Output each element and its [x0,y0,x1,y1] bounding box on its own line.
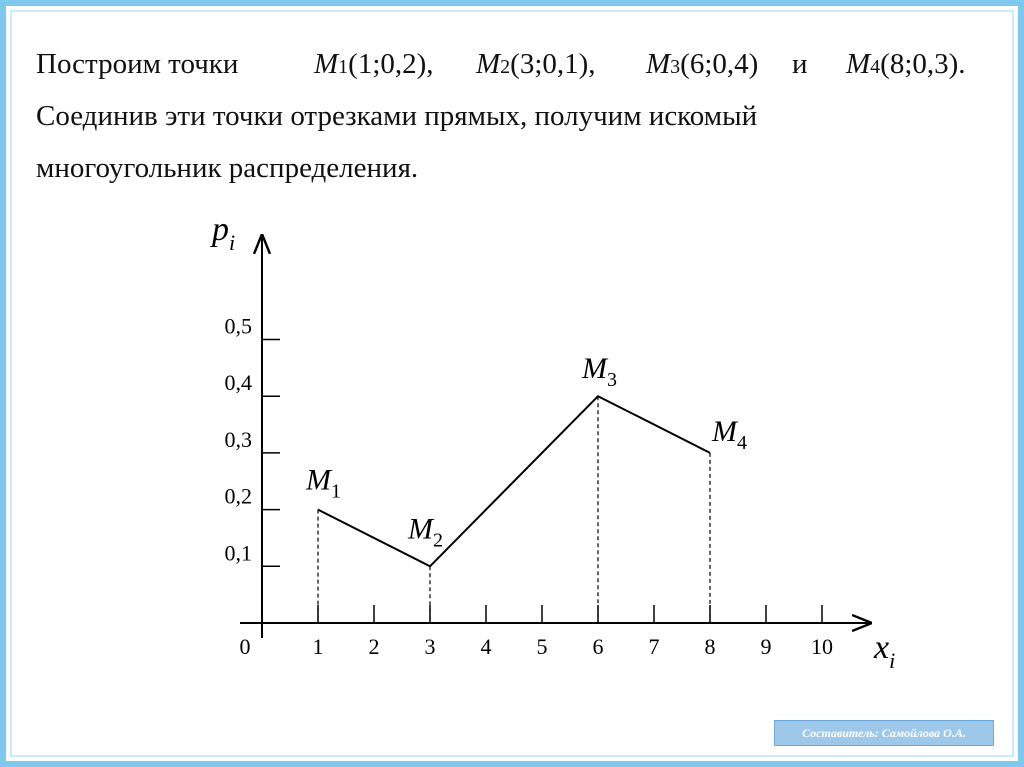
intro-prefix: Построим точки [36,48,239,80]
y-axis-label: $p_i$ [212,211,236,255]
x-tick-label: 8 [704,634,716,659]
point-label-m3: $M_3$ [582,352,617,392]
intro-line-2: Соединив эти точки отрезками прямых, получим искомый [36,100,758,132]
x-tick-label: 7 [648,634,660,659]
point-text-m4: M4(8;0,3). [846,48,966,80]
y-tick-label: 0,1 [224,540,252,566]
intro-line-3: многоугольник распределения. [36,152,419,184]
conjunction: и [792,48,808,80]
x-axis-label: $x_i$ [874,629,896,673]
distribution-polygon-line [318,396,710,566]
y-tick-label: 0,4 [224,370,252,396]
x-tick-label: 0 [239,634,251,659]
x-tick-label: 3 [424,634,436,659]
x-tick-label: 4 [480,634,492,659]
y-tick-label: 0,2 [224,483,252,509]
x-tick-label: 9 [760,634,772,659]
point-text-m1: M1(1;0,2), [314,48,434,80]
y-tick-label: 0,5 [224,313,252,339]
x-tick-label: 2 [368,634,380,659]
y-tick-label: 0,3 [224,426,252,452]
point-label-m2: $M_2$ [408,512,443,552]
point-text-m2: M2(3;0,1), [476,48,596,80]
x-tick-label: 1 [312,634,324,659]
point-text-m3: M3(6;0,4) [646,48,759,80]
author-footer: Составитель: Самойлова О.А. [774,720,994,746]
point-label-m4: $M_4$ [712,414,747,454]
point-label-m1: $M_1$ [306,463,341,503]
x-tick-label: 6 [592,634,604,659]
x-tick-label: 5 [536,634,548,659]
x-tick-label: 10 [811,634,833,659]
